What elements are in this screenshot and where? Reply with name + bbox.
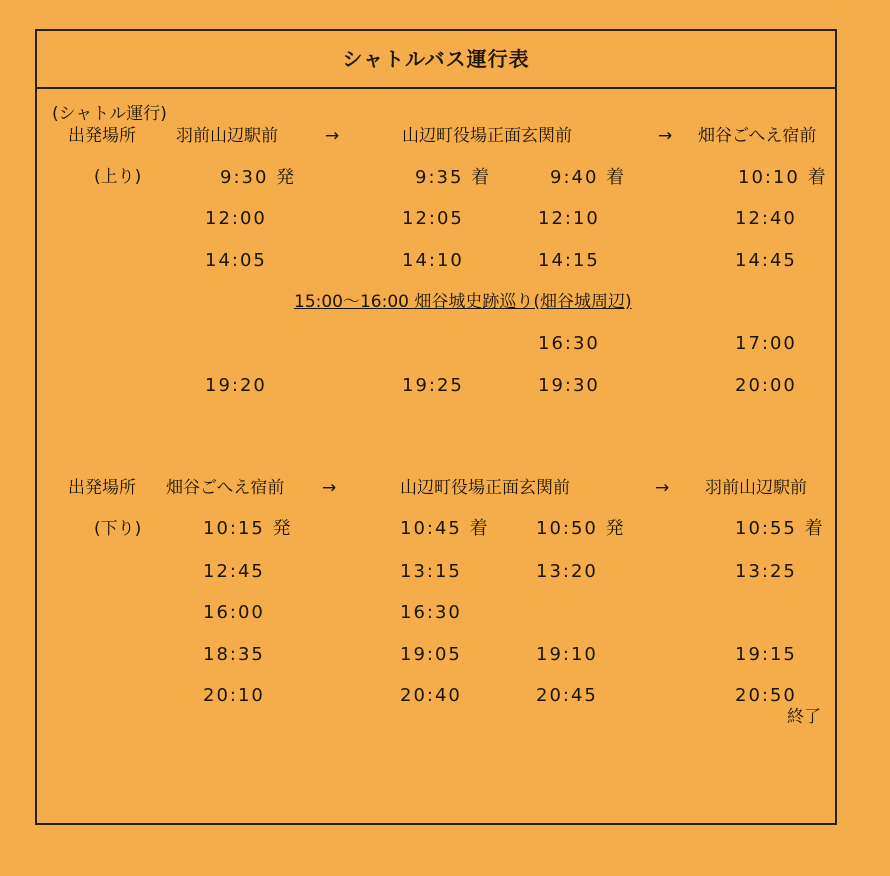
down-first-time-3: 10:50 発 [536,518,626,539]
up-row4-col4: 20:00 [735,375,797,396]
up-first-time-4: 10:10 着 [738,167,828,188]
down-row1-col3: 13:20 [536,561,598,582]
stop-down-3: 羽前山辺駅前 [705,478,807,498]
stop-up-3: 畑谷ごへえ宿前 [698,126,817,146]
departure-label-up: 出発場所 [68,126,136,146]
down-row4-col1: 20:10 [203,685,265,706]
direction-label-up: (上り) [94,167,142,187]
direction-label-down: (下り) [94,519,142,539]
down-row4-col4: 20:50 [735,685,797,706]
up-row4-col2: 19:25 [402,375,464,396]
arrow-down-1: → [322,478,337,498]
up-row3-col4: 17:00 [735,333,797,354]
down-row2-col2: 16:30 [400,602,462,623]
down-first-time-2: 10:45 着 [400,518,490,539]
down-first-time-4: 10:55 着 [735,518,825,539]
up-first-time-1: 9:30 発 [220,167,297,188]
arrow-up-2: → [658,126,673,146]
end-label: 終了 [787,707,821,727]
up-row4-col3: 19:30 [538,375,600,396]
up-row2-col3: 14:15 [538,250,600,271]
down-row3-col2: 19:05 [400,644,462,665]
section-label: (シャトル運行) [52,104,167,124]
up-first-time-3: 9:40 着 [550,167,627,188]
up-row1-col3: 12:10 [538,208,600,229]
down-row4-col2: 20:40 [400,685,462,706]
stop-up-1: 羽前山辺駅前 [176,126,278,146]
stop-down-2: 山辺町役場正面玄関前 [400,478,570,498]
down-row1-col4: 13:25 [735,561,797,582]
up-first-time-2: 9:35 着 [415,167,492,188]
up-row2-col2: 14:10 [402,250,464,271]
up-row1-col1: 12:00 [205,208,267,229]
title-bar [37,31,835,89]
arrow-up-1: → [325,126,340,146]
down-row1-col1: 12:45 [203,561,265,582]
up-row4-col1: 19:20 [205,375,267,396]
down-first-time-1: 10:15 発 [203,518,293,539]
down-row3-col4: 19:15 [735,644,797,665]
down-row3-col3: 19:10 [536,644,598,665]
stop-up-2: 山辺町役場正面玄関前 [402,126,572,146]
page-title: シャトルバス運行表 [342,47,530,71]
down-row4-col3: 20:45 [536,685,598,706]
up-row2-col1: 14:05 [205,250,267,271]
down-row2-col1: 16:00 [203,602,265,623]
up-row3-col3: 16:30 [538,333,600,354]
stop-down-1: 畑谷ごへえ宿前 [166,478,285,498]
up-row1-col4: 12:40 [735,208,797,229]
departure-label-down: 出発場所 [68,478,136,498]
down-row3-col1: 18:35 [203,644,265,665]
arrow-down-2: → [655,478,670,498]
down-row1-col2: 13:15 [400,561,462,582]
special-event-note: 15:00～16:00 畑谷城史跡巡り(畑谷城周辺) [294,292,632,312]
up-row1-col2: 12:05 [402,208,464,229]
up-row2-col4: 14:45 [735,250,797,271]
